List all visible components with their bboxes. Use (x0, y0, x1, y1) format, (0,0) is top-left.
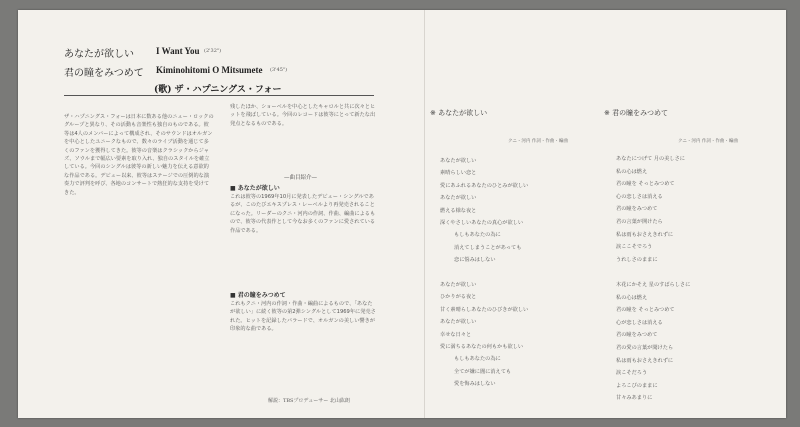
lyric-line: 愛にあふれるあなたのひとみが欲しい (440, 182, 529, 189)
lyric-line: 涙こそだろう (616, 370, 648, 377)
lyric-line: 心が恋しさは消える (616, 319, 663, 326)
lyric-line: 君の言葉が開けたら (616, 219, 663, 225)
song1-title-en: I Want You (156, 46, 200, 56)
song2-title-jp: 君の瞳をみつめて (64, 68, 144, 79)
song1-intro-text: これは彼等の1969年10月に発表したデビュー・シングルであるが、このたびエキスプレス・レーベルより再発売されることになった。リーダーのクニ・河内の作詞、作曲、編曲によるもので、彼等の代表作として今なお多くのファンに愛されている作品である。 (230, 194, 376, 234)
lyric-line: 木花にかそえ 星のすばらしさに (616, 282, 691, 288)
lyric-line: もしもあなたの為に (454, 232, 501, 239)
fold-line (424, 10, 425, 418)
lyrics1-title: ※ あなたが欲しい (430, 109, 488, 117)
lyric-line: もしもあなたの為に (454, 356, 501, 363)
lyric-line: 甘く素晴らしあなたのひびきが欲しい (440, 306, 529, 313)
lyric-line: 君の瞳を そっとみつめて (616, 181, 675, 188)
song2-intro-label: ■ 君の瞳をみつめて (230, 292, 286, 299)
lyric-line: あなたが欲しい (440, 158, 477, 164)
notes-signature: 解説：TBSプロデューサー 北山紘朗 (268, 398, 350, 404)
lyric-line: あなたが欲しい (440, 282, 477, 288)
lyric-line: 君の瞳をみつめて (616, 332, 658, 339)
song2-title-en: Kiminohitomi O Mitsumete (156, 65, 263, 75)
notes-column-1: ザ・ハプニングス・フォーは日本に数ある他のニュー・ロックのグループと異なり、その活動も音楽性も独自のものである。彼等は4人のメンバーによって構成され、そのサウンドはオルガンを中心としたユニークなもので、数々のライブ活動を通じて多くのファンを獲得してきた。彼等の音楽はクラシックからジャズ、ソウルまで幅広い要素を取り入れ、独自のスタイルを確立している。今回のシングルは彼等の新しい魅力を伝える意欲的な作品である。デビュー以来、彼等はステージでの圧倒的な演奏力で評判を呼び、各地のコンサートで熱狂的な支持を受けてきた。 (64, 114, 214, 196)
lyric-line: 私は雨もおさえきれずに (616, 357, 674, 364)
notes-column-2-intro: 残したほか、ショーベルを中心としたキャロルと共に次々とヒットを飛ばしている。今回のレコードは彼等にとって新たな出発点となるものである。 (230, 104, 376, 127)
song-intro-heading: —曲目紹介— (284, 175, 318, 181)
lyric-line: 私の心は燃え (616, 294, 648, 301)
lyrics2-title: ※ 君の瞳をみつめて (604, 109, 668, 117)
lyric-line: ひかりがる夜と (440, 294, 477, 301)
song1-intro-label: ■ あなたが欲しい (230, 185, 280, 192)
lyric-line: あなたが欲しい (440, 319, 477, 326)
lyric-line: うれしさのままに (616, 256, 658, 263)
song1-title-jp: あなたが欲しい (64, 49, 134, 60)
lyric-line: 君の瞳を そっとみつめて (616, 307, 675, 314)
lyric-line: 恋に悩みはしない (454, 257, 496, 264)
lyric-line: 素晴らしい恋と (440, 170, 477, 177)
artist-name: (歌) ザ・ハプニングス・フォー (154, 85, 282, 95)
lyric-line: 甘々みあまりに (616, 395, 653, 402)
lyric-line: あなたにつげて 月の美しさに (616, 156, 685, 162)
lyric-line: 燃える様な夜と (440, 207, 477, 214)
song2-time: (3'45") (270, 67, 288, 73)
lyrics1-credit: クニ・河内 作詞・作曲・編曲 (508, 139, 568, 144)
lyric-line: 君の瞳をみつめて (616, 206, 658, 213)
lyric-line: あなたが欲しい (440, 195, 477, 202)
lyric-line: よろこびのままに (616, 382, 658, 389)
lyric-line: 幸せな日々と (440, 331, 472, 338)
lyric-line: 愛に満ちるあなたの何もかも欲しい (440, 344, 524, 350)
header-rule (64, 95, 374, 96)
lyrics2-credit: クニ・河内 作詞・作曲・編曲 (678, 139, 738, 144)
lyric-line: 全てが嫌に闇に消えても (454, 368, 512, 375)
lyric-line: 涙ここそでろう (616, 244, 653, 251)
lyric-line: 深くやさしいあなたの真心が欲しい (440, 220, 524, 226)
lyric-line: 私の心は燃え (616, 168, 648, 175)
lyric-line: 愛を悔みはしない (454, 381, 496, 388)
lyric-line: 心の恋しさは消える (616, 193, 663, 200)
record-insert-sheet (18, 10, 786, 418)
lyric-line: 君の愛の言葉が聞けたら (616, 345, 674, 351)
song2-intro-text: これもクニ・河内の作詞・作曲・編曲によるもので、「あなたが欲しい」に続く彼等の第2弾シングルとして1969年に発売された。ヒットを記録したバラードで、オルガンの美しい響きが印象的な曲である。 (230, 301, 376, 333)
song1-time: (2'32") (204, 48, 222, 54)
lyric-line: 消えてしまうことがあっても (454, 244, 522, 251)
lyric-line: 私は雨もおさえきれずに (616, 231, 674, 238)
